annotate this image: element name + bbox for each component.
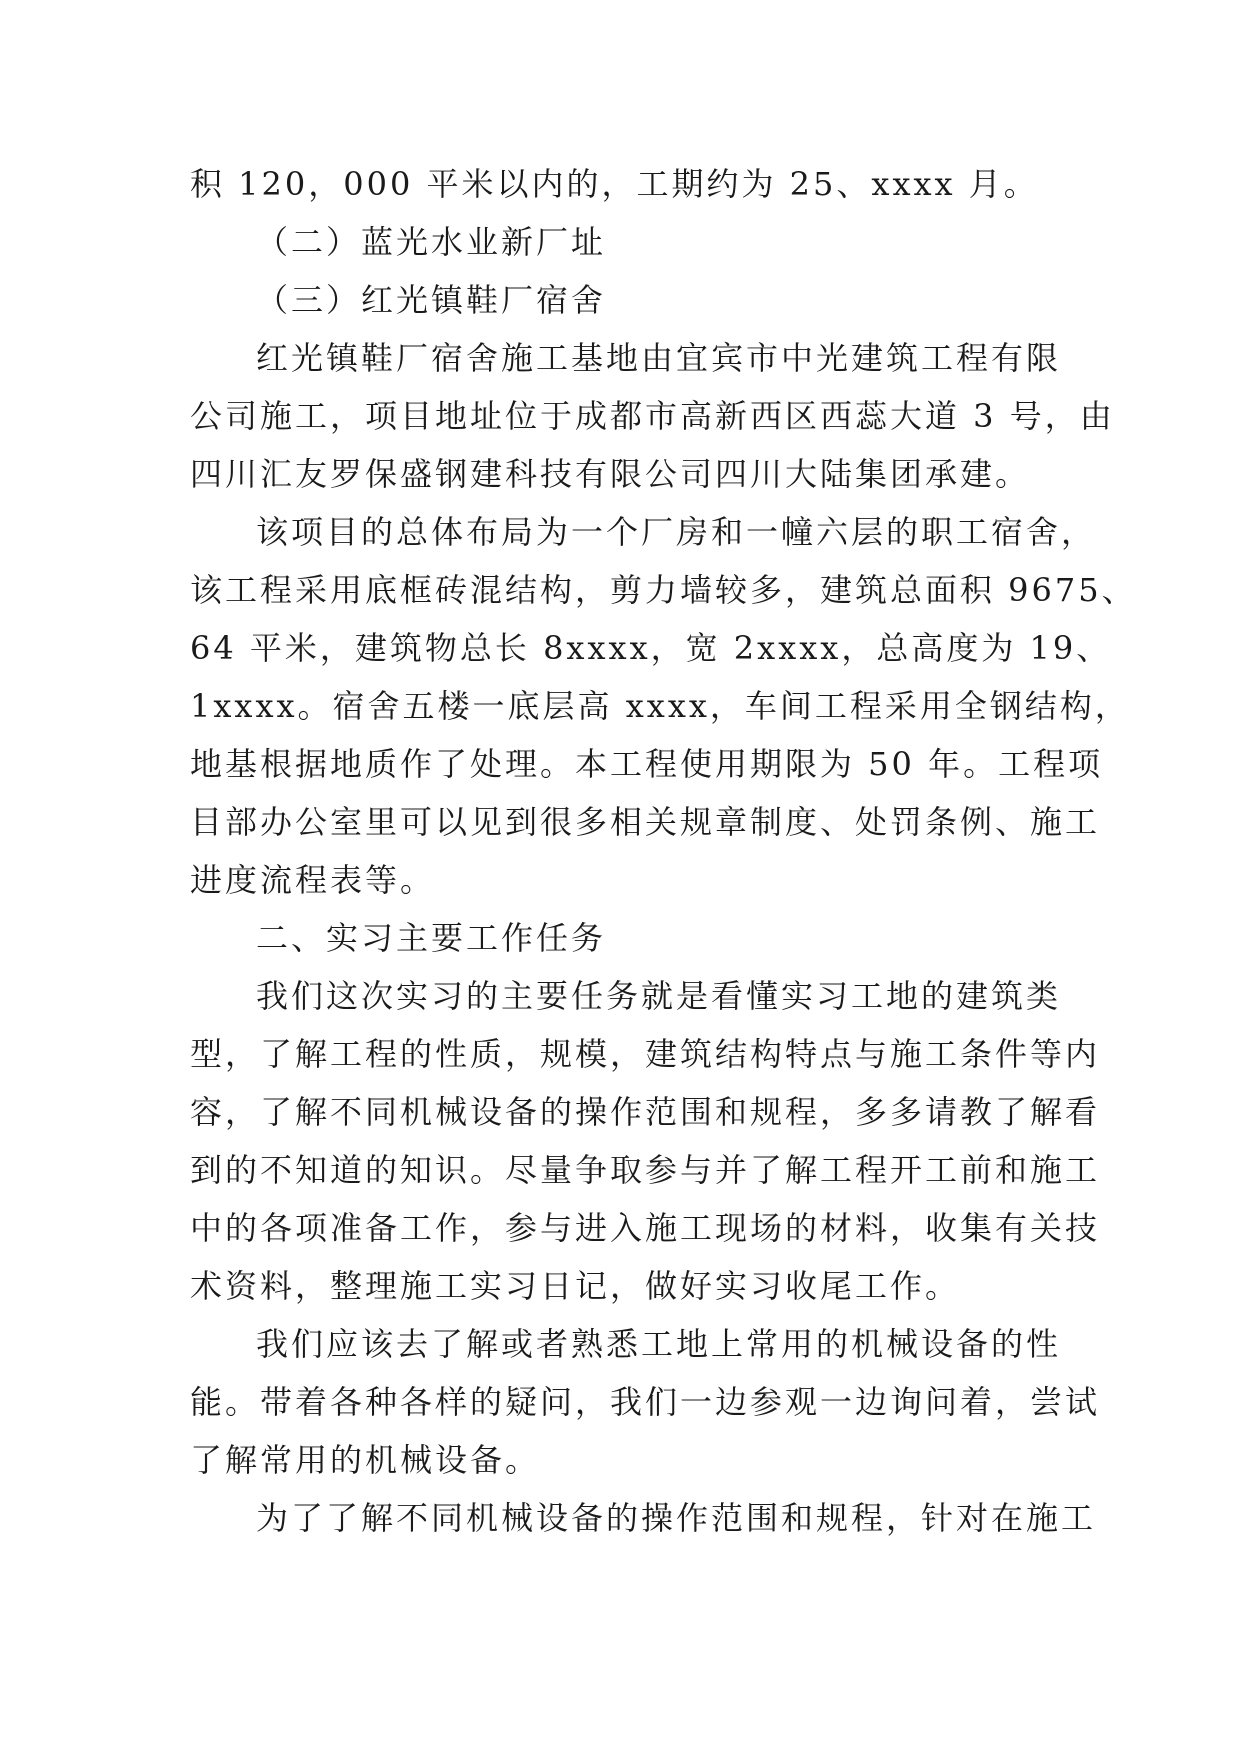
text-line: 积 120，000 平米以内的，工期约为 25、xxxx 月。 bbox=[190, 165, 1039, 203]
text-line: 到的不知道的知识。尽量争取参与并了解工程开工前和施工 bbox=[190, 1151, 1101, 1189]
text-line: 容，了解不同机械设备的操作范围和规程，多多请教了解看 bbox=[190, 1093, 1101, 1131]
text-line: 为了了解不同机械设备的操作范围和规程，针对在施工 bbox=[256, 1499, 1097, 1537]
text-line: 该工程采用底框砖混结构，剪力墙较多，建筑总面积 9675、 bbox=[190, 571, 1137, 609]
text-line: 公司施工，项目地址位于成都市高新西区西蕊大道 3 号，由 bbox=[190, 397, 1115, 435]
text-line: 1xxxx。宿舍五楼一底层高 xxxx，车间工程采用全钢结构， bbox=[190, 687, 1130, 725]
text-line: 目部办公室里可以见到很多相关规章制度、处罚条例、施工 bbox=[190, 803, 1101, 841]
section-heading: （三）红光镇鞋厂宿舍 bbox=[256, 281, 607, 319]
text-line: 了解常用的机械设备。 bbox=[190, 1441, 541, 1479]
section-heading: （二）蓝光水业新厂址 bbox=[256, 223, 607, 261]
text-line: 我们这次实习的主要任务就是看懂实习工地的建筑类 bbox=[256, 977, 1062, 1015]
text-line: 该项目的总体布局为一个厂房和一幢六层的职工宿舍， bbox=[256, 513, 1097, 551]
text-line: 红光镇鞋厂宿舍施工基地由宜宾市中光建筑工程有限 bbox=[256, 339, 1062, 377]
text-line: 能。带着各种各样的疑问，我们一边参观一边询问着，尝试 bbox=[190, 1383, 1101, 1421]
text-line: 进度流程表等。 bbox=[190, 861, 436, 899]
text-line: 术资料，整理施工实习日记，做好实习收尾工作。 bbox=[190, 1267, 961, 1305]
text-line: 四川汇友罗保盛钢建科技有限公司四川大陆集团承建。 bbox=[190, 455, 1031, 493]
text-line: 型，了解工程的性质，规模，建筑结构特点与施工条件等内 bbox=[190, 1035, 1101, 1073]
text-line: 我们应该去了解或者熟悉工地上常用的机械设备的性 bbox=[256, 1325, 1062, 1363]
section-heading: 二、实习主要工作任务 bbox=[256, 919, 607, 957]
text-line: 中的各项准备工作，参与进入施工现场的材料，收集有关技 bbox=[190, 1209, 1101, 1247]
text-line: 地基根据地质作了处理。本工程使用期限为 50 年。工程项 bbox=[190, 745, 1104, 783]
text-line: 64 平米，建筑物总长 8xxxx，宽 2xxxx，总高度为 19、 bbox=[190, 629, 1112, 667]
body-text bbox=[190, 155, 1137, 1547]
